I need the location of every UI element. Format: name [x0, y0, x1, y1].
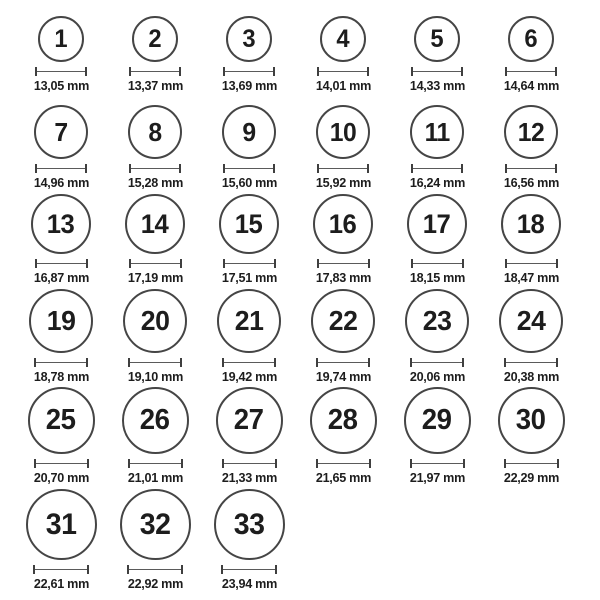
ring-circle: [316, 105, 370, 159]
ring-size-number: 1: [54, 24, 68, 53]
diameter-label: 22,61 mm: [33, 576, 89, 591]
ring-size-cell: [14, 387, 108, 488]
ring-circle: [222, 105, 276, 159]
ring-size-cell: [108, 289, 202, 385]
chart-row-3: [0, 190, 600, 286]
ring-circle: [499, 289, 563, 353]
ring-circle: [407, 194, 467, 254]
diameter-measure-line: [128, 358, 182, 367]
diameter-label: 23,94 mm: [221, 576, 277, 591]
diameter-measure-line: [35, 259, 88, 268]
diameter-measure-line: [505, 164, 557, 173]
diameter-measure-line: [317, 164, 369, 173]
diameter-measure-line: [129, 164, 181, 173]
chart-row-4: [0, 286, 600, 385]
diameter-measure-line: [411, 259, 464, 268]
ring-size-number: 15: [235, 208, 263, 239]
diameter-label: 18,15 mm: [409, 270, 465, 285]
ring-circle: [219, 194, 279, 254]
diameter-measure-line: [223, 259, 276, 268]
diameter-label: 13,69 mm: [221, 78, 277, 93]
ring-size-cell: [390, 105, 484, 190]
ring-size-cell: [390, 387, 484, 488]
ring-size-cell: [202, 387, 296, 488]
ring-circle: [404, 387, 471, 454]
ring-size-number: 28: [328, 404, 358, 436]
ring-size-cell: [390, 289, 484, 385]
ring-size-cell: [14, 489, 108, 600]
chart-row-2: [0, 95, 600, 190]
ring-size-cell: [202, 489, 296, 600]
ring-size-cell: [296, 194, 390, 286]
diameter-label: 17,19 mm: [127, 270, 183, 285]
ring-size-number: 24: [516, 305, 546, 336]
diameter-label: 15,92 mm: [315, 175, 371, 190]
diameter-label: 20,38 mm: [503, 369, 559, 384]
ring-size-number: 33: [233, 507, 265, 541]
ring-size-cell: [484, 16, 578, 95]
ring-circle: [29, 289, 93, 353]
ring-size-number: 10: [329, 117, 357, 147]
ring-size-number: 22: [328, 305, 358, 336]
ring-size-number: 7: [54, 117, 68, 147]
ring-circle: [504, 105, 558, 159]
ring-size-cell: [108, 194, 202, 286]
ring-circle: [122, 387, 189, 454]
diameter-measure-line: [505, 67, 557, 76]
diameter-label: 14,33 mm: [409, 78, 465, 93]
ring-size-cell: [296, 387, 390, 488]
ring-circle: [217, 289, 281, 353]
ring-size-number: 5: [430, 24, 444, 53]
ring-size-cell: [108, 387, 202, 488]
diameter-label: 21,01 mm: [127, 470, 183, 485]
diameter-measure-line: [505, 259, 558, 268]
diameter-label: 19,42 mm: [221, 369, 277, 384]
ring-size-cell: [14, 16, 108, 95]
ring-size-number: 12: [517, 117, 545, 147]
ring-circle: [313, 194, 373, 254]
ring-size-number: 6: [524, 24, 538, 53]
diameter-measure-line: [34, 459, 89, 468]
ring-size-cell: [108, 105, 202, 190]
ring-size-number: 30: [516, 404, 546, 436]
diameter-measure-line: [411, 164, 463, 173]
ring-size-number: 32: [139, 507, 171, 541]
ring-size-cell: [202, 194, 296, 286]
ring-circle: [28, 387, 95, 454]
diameter-measure-line: [127, 565, 183, 574]
ring-size-cell: [14, 289, 108, 385]
ring-size-cell: [202, 16, 296, 95]
diameter-label: 16,87 mm: [33, 270, 89, 285]
diameter-label: 15,60 mm: [221, 175, 277, 190]
diameter-measure-line: [223, 67, 275, 76]
ring-circle: [498, 387, 565, 454]
diameter-measure-line: [128, 459, 183, 468]
ring-size-cell: [108, 489, 202, 600]
diameter-label: 14,96 mm: [33, 175, 89, 190]
ring-size-number: 3: [242, 24, 256, 53]
ring-size-number: 20: [140, 305, 170, 336]
ring-circle: [26, 489, 97, 560]
ring-size-number: 27: [234, 404, 264, 436]
diameter-label: 14,01 mm: [315, 78, 371, 93]
ring-circle: [216, 387, 283, 454]
ring-size-cell: [390, 194, 484, 286]
ring-size-cell: [484, 194, 578, 286]
diameter-label: 21,65 mm: [315, 470, 371, 485]
diameter-label: 18,78 mm: [33, 369, 89, 384]
chart-row-1: [0, 0, 600, 95]
chart-row-6: [0, 488, 600, 600]
diameter-measure-line: [316, 459, 371, 468]
diameter-measure-line: [34, 358, 88, 367]
diameter-measure-line: [410, 459, 465, 468]
diameter-measure-line: [35, 67, 87, 76]
ring-size-number: 21: [234, 305, 264, 336]
ring-size-number: 11: [424, 117, 450, 147]
chart-row-5: [0, 385, 600, 488]
ring-size-cell: [484, 387, 578, 488]
diameter-measure-line: [223, 164, 275, 173]
ring-size-number: 9: [242, 117, 256, 147]
diameter-label: 22,92 mm: [127, 576, 183, 591]
diameter-measure-line: [222, 459, 277, 468]
diameter-measure-line: [222, 358, 276, 367]
diameter-label: 13,05 mm: [33, 78, 89, 93]
ring-size-number: 2: [148, 24, 162, 53]
diameter-label: 13,37 mm: [127, 78, 183, 93]
diameter-measure-line: [129, 259, 182, 268]
ring-circle: [125, 194, 185, 254]
diameter-label: 21,97 mm: [409, 470, 465, 485]
ring-size-number: 16: [329, 208, 357, 239]
ring-circle: [226, 16, 272, 62]
ring-size-cell: [390, 16, 484, 95]
ring-size-cell: [202, 289, 296, 385]
diameter-label: 17,83 mm: [315, 270, 371, 285]
diameter-label: 16,56 mm: [503, 175, 559, 190]
diameter-label: 22,29 mm: [503, 470, 559, 485]
ring-circle: [414, 16, 460, 62]
ring-size-number: 4: [336, 24, 350, 53]
diameter-label: 19,74 mm: [315, 369, 371, 384]
diameter-label: 14,64 mm: [503, 78, 559, 93]
ring-size-number: 29: [422, 404, 452, 436]
diameter-label: 18,47 mm: [503, 270, 559, 285]
diameter-measure-line: [221, 565, 277, 574]
ring-size-number: 19: [46, 305, 76, 336]
diameter-measure-line: [410, 358, 464, 367]
ring-circle: [34, 105, 88, 159]
ring-size-number: 25: [46, 404, 76, 436]
ring-size-cell: [296, 105, 390, 190]
ring-size-cell: [484, 105, 578, 190]
diameter-label: 17,51 mm: [221, 270, 277, 285]
ring-circle: [38, 16, 84, 62]
ring-size-cell: [108, 16, 202, 95]
ring-circle: [31, 194, 91, 254]
diameter-measure-line: [317, 259, 370, 268]
diameter-measure-line: [504, 358, 558, 367]
ring-circle: [120, 489, 191, 560]
ring-circle: [410, 105, 464, 159]
ring-circle: [310, 387, 377, 454]
ring-size-number: 26: [140, 404, 170, 436]
ring-size-cell: [202, 105, 296, 190]
diameter-measure-line: [504, 459, 559, 468]
ring-size-number: 14: [141, 208, 169, 239]
diameter-label: 15,28 mm: [127, 175, 183, 190]
ring-size-cell: [14, 194, 108, 286]
diameter-measure-line: [316, 358, 370, 367]
ring-size-number: 13: [47, 208, 75, 239]
ring-size-cell: [14, 105, 108, 190]
ring-size-number: 8: [148, 117, 162, 147]
diameter-measure-line: [317, 67, 369, 76]
ring-circle: [405, 289, 469, 353]
ring-size-number: 17: [423, 208, 451, 239]
ring-circle: [320, 16, 366, 62]
ring-size-number: 23: [422, 305, 452, 336]
ring-size-number: 18: [517, 208, 545, 239]
ring-circle: [501, 194, 561, 254]
ring-size-number: 31: [45, 507, 77, 541]
diameter-measure-line: [129, 67, 181, 76]
ring-circle: [311, 289, 375, 353]
ring-circle: [214, 489, 285, 560]
diameter-measure-line: [411, 67, 463, 76]
diameter-label: 20,70 mm: [33, 470, 89, 485]
ring-size-cell: [296, 16, 390, 95]
diameter-label: 20,06 mm: [409, 369, 465, 384]
ring-size-cell: [484, 289, 578, 385]
ring-circle: [132, 16, 178, 62]
diameter-label: 19,10 mm: [127, 369, 183, 384]
ring-circle: [123, 289, 187, 353]
diameter-label: 16,24 mm: [409, 175, 465, 190]
diameter-measure-line: [33, 565, 89, 574]
ring-size-cell: [296, 289, 390, 385]
ring-circle: [508, 16, 554, 62]
ring-circle: [128, 105, 182, 159]
diameter-label: 21,33 mm: [221, 470, 277, 485]
diameter-measure-line: [35, 164, 87, 173]
